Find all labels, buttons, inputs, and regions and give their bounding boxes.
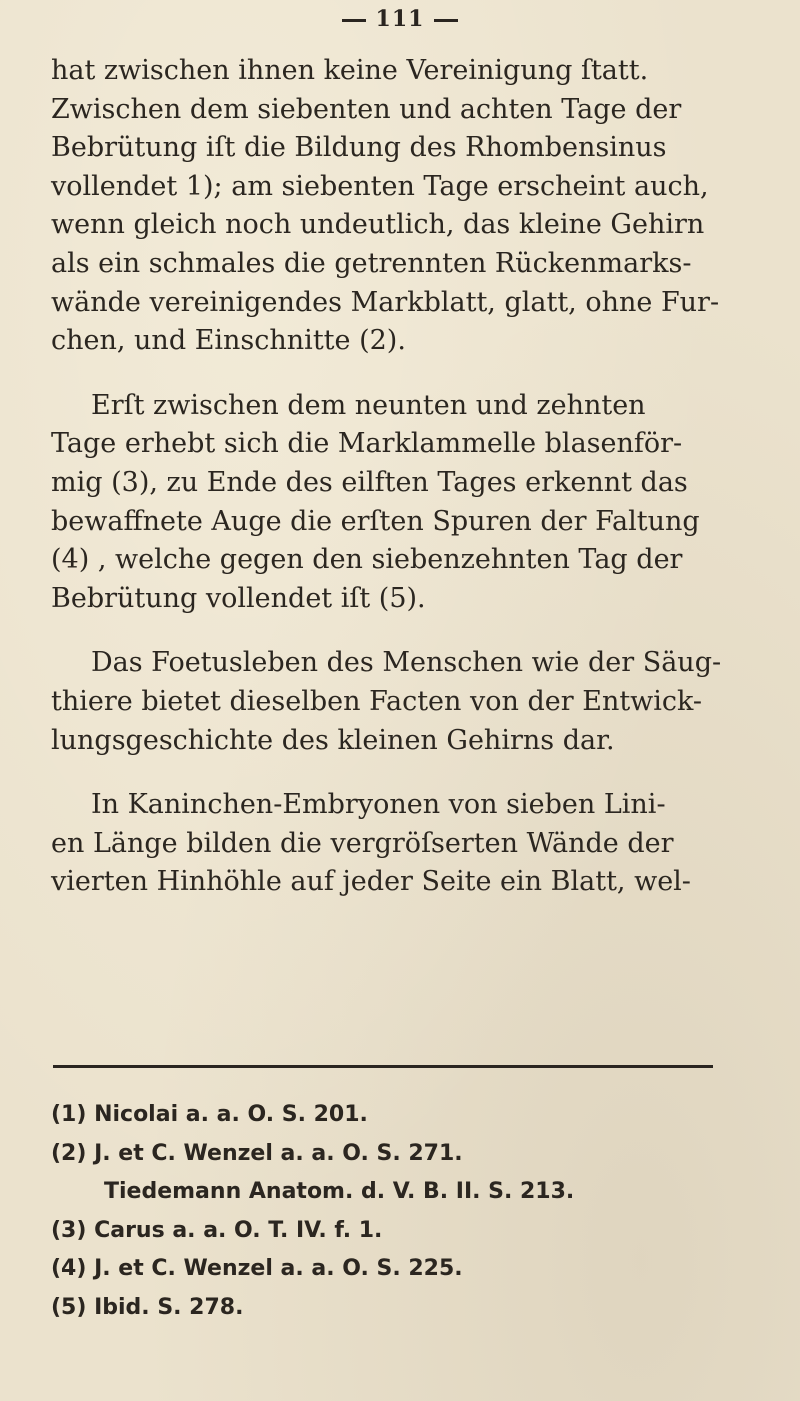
text-line: Bebrütung vollendet iſt (5). [51,582,426,614]
footnote-4: (4) J. et C. Wenzel a. a. O. S. 225. [51,1256,463,1281]
text-line: wände vereinigendes Markblatt, glatt, ohne Fur- [51,286,720,318]
text-line: thiere bietet dieselben Facten von der Entwick- [51,685,703,717]
text-line: lungsgeschichte des kleinen Gehirns dar. [51,724,615,756]
paragraph-4 [51,786,771,902]
text-line: vierten Hinhöhle auf jeder Seite ein Blatt, wel- [51,866,691,898]
text-line: bewaffnete Auge die erſten Spuren der Faltung [51,505,700,537]
footnote-5: (5) Ibid. S. 278. [51,1294,244,1320]
footnote-3: (3) Carus a. a. O. T. IV. f. 1. [51,1217,383,1243]
footnotes [51,1096,751,1327]
header-dash-left [342,19,366,22]
paragraph-3 [51,644,771,760]
page-number: 111 [375,6,425,32]
text-line: Bebrütung iſt die Bildung des Rhombensinus [51,132,667,164]
text-line: chen, und Einschnitte (2). [51,325,406,357]
paragraph-2 [51,387,771,619]
footnote-2: (2) J. et C. Wenzel a. a. O. S. 271. [51,1140,463,1166]
footnote-divider [53,1065,713,1068]
footnote-2-continuation: Tiedemann Anatom. d. V. B. II. S. 213. [104,1179,575,1204]
body-text [51,52,771,902]
text-line: vollendet 1); am siebenten Tage erscheint auch, [51,170,709,202]
text-line: Das Foetusleben des Menschen wie der Säug- [91,647,722,679]
text-line: Tage erhebt sich die Marklammelle blasenför- [51,428,683,460]
header-dash-right [434,19,458,22]
text-line: als ein schmales die getrennten Rückenmarks- [51,247,692,279]
text-line: en Länge bilden die vergröſserten Wände der [51,827,674,859]
paragraph-1 [51,52,771,361]
text-line: Erſt zwischen dem neunten und zehnten [91,389,646,421]
text-line: Zwischen dem siebenten und achten Tage der [51,93,682,125]
text-line: (4) , welche gegen den siebenzehnten Tag der [51,544,683,576]
text-line: hat zwischen ihnen keine Vereinigung ſtatt. [51,55,649,86]
text-line: In Kaninchen-Embryonen von sieben Lini- [91,789,666,821]
footnote-1: (1) Nicolai a. a. O. S. 201. [51,1102,368,1127]
text-line: mig (3), zu Ende des eilften Tages erkennt das [51,466,688,498]
page-header [0,6,800,32]
text-line: wenn gleich noch undeutlich, das kleine Gehirn [51,209,705,241]
